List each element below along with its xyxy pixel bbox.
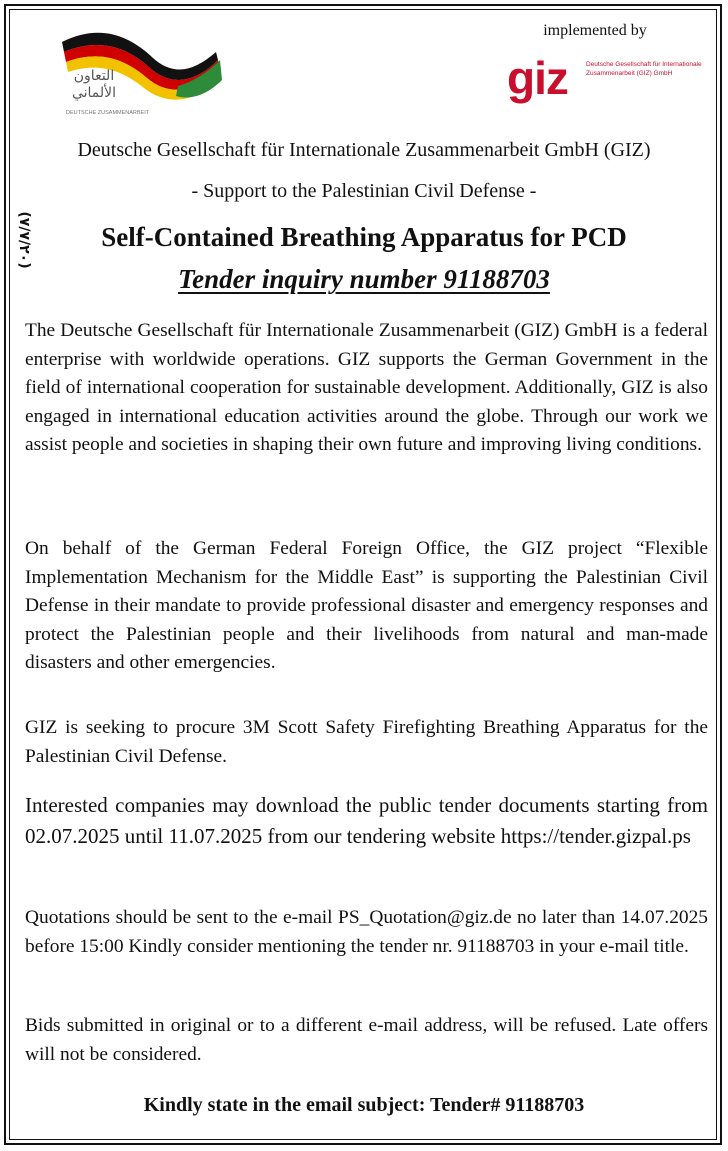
giz-logo-subtext: Deutsche Gesellschaft für Internationale Zusammenarbeit (GIZ) GmbH bbox=[586, 61, 702, 77]
organization-name: Deutsche Gesellschaft für Internationale Zusammenarbeit GmbH (GIZ) bbox=[77, 139, 651, 161]
quotations-paragraph: Quotations should be sent to the e-mail PS_Quotation@giz.de no later than 14.07.2025 before 15:00 Kindly consider mentioning the tender nr. 91188703 in your e-mail title. bbox=[25, 907, 708, 957]
tender-number: Tender inquiry number 91188703 bbox=[178, 264, 550, 294]
giz-logo: giz bbox=[507, 52, 568, 104]
intro-paragraph: The Deutsche Gesellschaft für Internationale Zusammenarbeit (GIZ) GmbH is a federal enterprise with worldwide operations. GIZ supports the German Government in the field of international cooperation for sustainable development. Additionally, GIZ is also engaged in international education activities around the globe. Through our work we assist people and societies in shaping their own future and improving living conditions. bbox=[25, 320, 708, 455]
german-cooperation-logo bbox=[58, 24, 228, 124]
download-paragraph: Interested companies may download the public tender documents starting from 02.07.2025 until 11.07.2025 from our tendering website https://tender.gizpal.ps bbox=[25, 793, 708, 848]
bids-paragraph: Bids submitted in original or to a different e-mail address, will be refused. Late offers will not be considered. bbox=[25, 1015, 708, 1065]
tender-title: Self-Contained Breathing Apparatus for PCD bbox=[101, 222, 627, 252]
support-subtitle: - Support to the Palestinian Civil Defense - bbox=[191, 180, 537, 202]
implemented-by-caption: implemented by bbox=[543, 22, 647, 39]
project-paragraph: On behalf of the German Federal Foreign Office, the GIZ project “Flexible Implementation Mechanism for the Middle East” is supporting the Palestinian Civil Defense in their mandate to provide professional disaster and emergency responses and protect the Palestinian people and their livelihoods from natural and man-made disasters and other emergencies. bbox=[25, 538, 708, 673]
logo-arabic-text: التعاون الألماني bbox=[71, 68, 117, 101]
stamp-code: (٧/٧/٢٠) bbox=[16, 211, 32, 269]
logo-english-text: DEUTSCHE ZUSAMMENARBEIT bbox=[66, 110, 150, 116]
email-subject-instruction: Kindly state in the email subject: Tender# 91188703 bbox=[143, 1094, 585, 1116]
procure-paragraph: GIZ is seeking to procure 3M Scott Safety Firefighting Breathing Apparatus for the Palestinian Civil Defense. bbox=[25, 717, 708, 767]
